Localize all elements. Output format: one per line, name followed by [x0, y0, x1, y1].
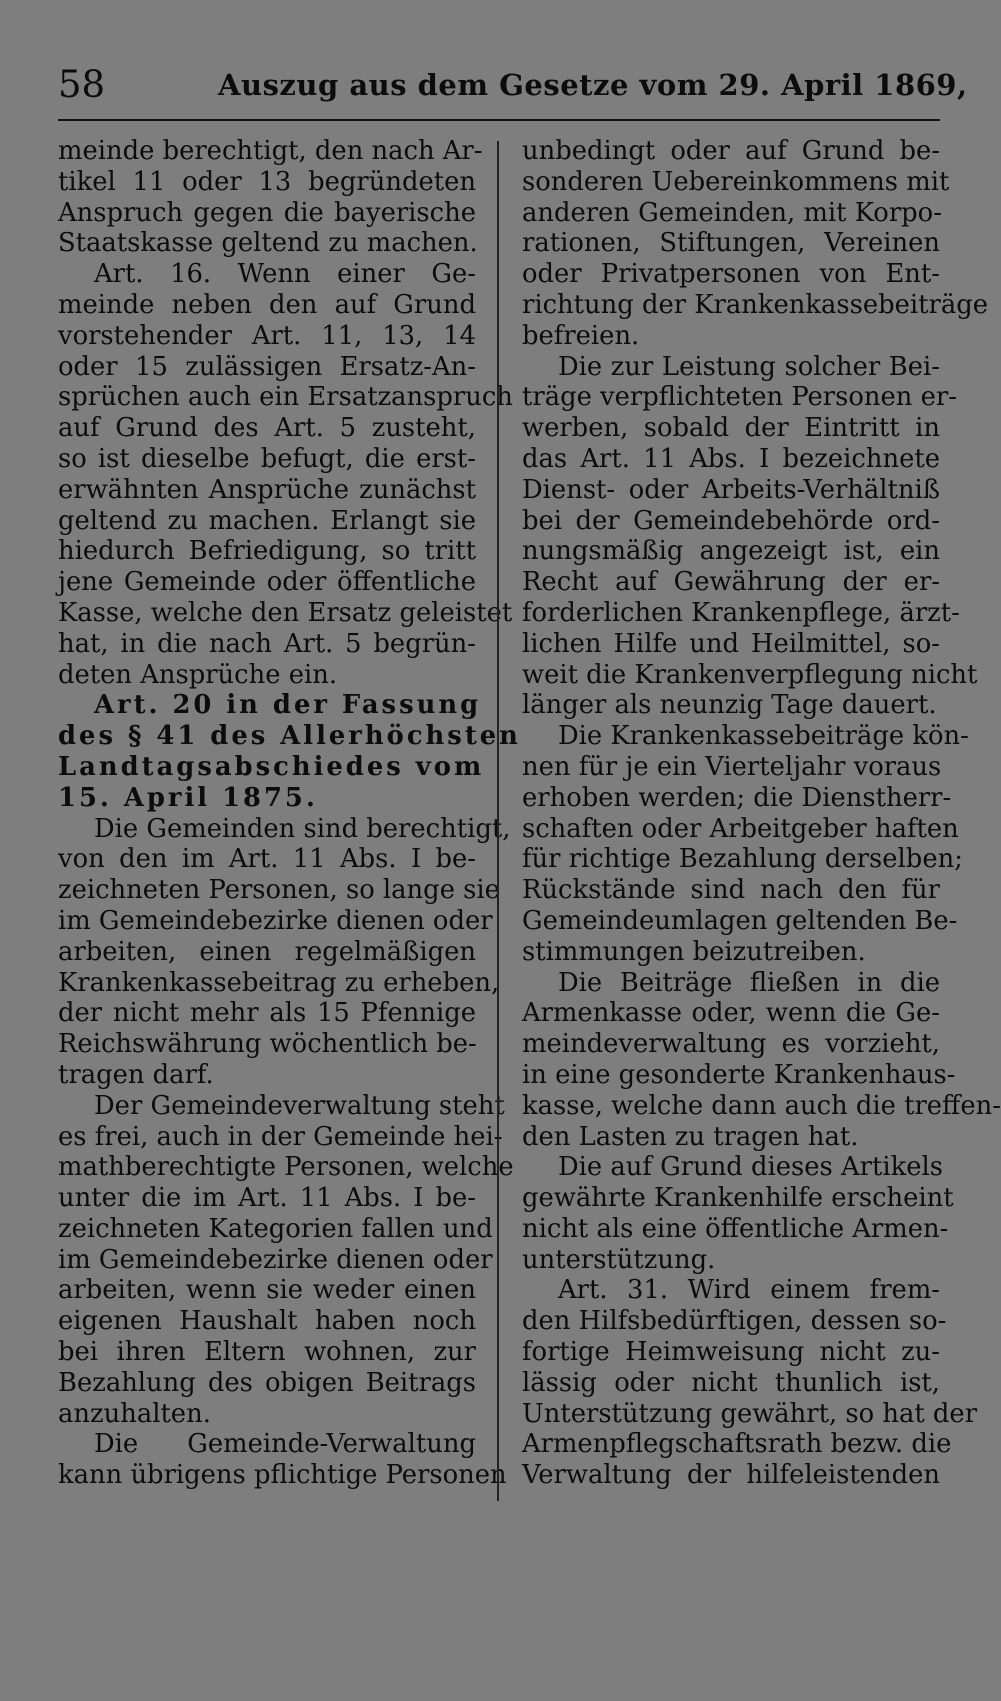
text-line: anderen Gemeinden, mit Korpo-	[522, 197, 942, 228]
text-line: bei der Gemeindebehörde ord-	[522, 505, 940, 536]
right-column	[522, 136, 1001, 1491]
text-line: rationen, Stiftungen, Vereinen	[522, 228, 940, 259]
text-line: des § 41 des Allerhöchsten	[58, 721, 521, 752]
text-line: Staatskasse geltend zu machen.	[58, 228, 478, 259]
text-line: 15. April 1875.	[58, 782, 318, 813]
text-line: träge verpflichteten Personen er-	[522, 382, 957, 413]
text-line: fortige Heimweisung nicht zu-	[522, 1337, 940, 1368]
text-line: schaften oder Arbeitgeber haften	[522, 813, 959, 844]
text-line: eigenen Haushalt haben noch	[58, 1306, 476, 1337]
text-line: es frei, auch in der Gemeinde hei-	[58, 1121, 503, 1152]
text-line: gewährte Krankenhilfe erscheint	[522, 1183, 954, 1214]
text-line: das Art. 11 Abs. I bezeichnete	[522, 443, 940, 474]
text-line: tikel 11 oder 13 begründeten	[58, 166, 476, 197]
text-line: mathberechtigte Personen, welche	[58, 1152, 514, 1183]
text-line: Gemeindeumlagen geltenden Be-	[522, 905, 958, 936]
text-line: nen für je ein Vierteljahr voraus	[522, 751, 942, 782]
text-line: meinde neben den auf Grund	[58, 289, 476, 320]
text-line: forderlichen Krankenpflege, ärzt-	[522, 597, 960, 628]
text-line: zeichneten Kategorien fallen und	[58, 1213, 493, 1244]
text-line: Art. 16. Wenn einer Ge-	[94, 259, 476, 290]
text-line: für richtige Bezahlung derselben;	[522, 844, 963, 875]
text-line: in eine gesonderte Krankenhaus-	[522, 1059, 956, 1090]
text-line: Recht auf Gewährung der er-	[522, 567, 940, 598]
text-line: meinde berechtigt, den nach Ar-	[58, 136, 483, 166]
text-line: tragen darf.	[58, 1059, 214, 1090]
text-line: Anspruch gegen die bayerische	[58, 197, 476, 228]
text-line: bei ihren Eltern wohnen, zur	[58, 1337, 476, 1368]
text-line: lichen Hilfe und Heilmittel, so-	[522, 628, 940, 659]
text-line: zeichneten Personen, so lange sie	[58, 875, 500, 906]
text-line: Armenpflegschaftsrath bezw. die	[522, 1429, 952, 1460]
text-line: werben, sobald der Eintritt in	[522, 413, 940, 444]
text-line: sprüchen auch ein Ersatzanspruch	[58, 382, 513, 413]
text-line: Die zur Leistung solcher Bei-	[558, 351, 940, 382]
text-line: geltend zu machen. Erlangt sie	[58, 505, 476, 536]
text-line: Der Gemeindeverwaltung steht	[94, 1090, 505, 1121]
text-line: Die auf Grund dieses Artikels	[558, 1152, 943, 1183]
text-line: meindeverwaltung es vorzieht,	[522, 1029, 940, 1060]
text-line: der nicht mehr als 15 Pfennige	[58, 998, 476, 1029]
text-line: den Hilfsbedürftigen, dessen so-	[522, 1306, 947, 1337]
text-line: Landtagsabschiedes vom	[58, 751, 485, 782]
header-rule	[58, 119, 940, 121]
text-line: Die Gemeinden sind berechtigt,	[94, 813, 511, 844]
text-line: Bezahlung des obigen Beitrags	[58, 1367, 476, 1398]
text-line: stimmungen beizutreiben.	[522, 936, 866, 967]
running-head: Auszug aus dem Gesetze vom 29. April 1869,	[218, 68, 968, 102]
text-line: Die Beiträge fließen in die	[558, 967, 940, 998]
text-line: im Gemeindebezirke dienen oder	[58, 1244, 493, 1275]
text-line: lässig oder nicht thunlich ist,	[522, 1367, 940, 1398]
text-line: unter die im Art. 11 Abs. I be-	[58, 1183, 476, 1214]
text-line: hat, in die nach Art. 5 begrün-	[58, 628, 476, 659]
page-header	[58, 62, 968, 108]
text-line: richtung der Krankenkassebeiträge	[522, 289, 989, 320]
text-line: deten Ansprüche ein.	[58, 659, 338, 690]
page-number: 58	[58, 63, 106, 106]
text-line: oder 15 zulässigen Ersatz-An-	[58, 351, 476, 382]
text-line: von den im Art. 11 Abs. I be-	[58, 844, 476, 875]
text-line: Kasse, welche den Ersatz geleistet	[58, 597, 513, 628]
text-line: länger als neunzig Tage dauert.	[522, 690, 937, 721]
text-line: hiedurch Befriedigung, so tritt	[58, 536, 476, 567]
text-line: Krankenkassebeitrag zu erheben,	[58, 967, 500, 998]
text-line: Art. 20 in der Fassung	[94, 690, 482, 721]
text-line: so ist dieselbe befugt, die erst-	[58, 443, 476, 474]
text-line: den Lasten zu tragen hat.	[522, 1121, 859, 1152]
text-line: kann übrigens pflichtige Personen	[58, 1460, 507, 1491]
text-line: vorstehender Art. 11, 13, 14	[58, 320, 476, 351]
text-line: im Gemeindebezirke dienen oder	[58, 905, 493, 936]
text-line: Rückstände sind nach den für	[522, 875, 940, 906]
text-line: weit die Krankenverpflegung nicht	[522, 659, 978, 690]
left-column	[58, 136, 521, 1491]
text-line: Verwaltung der hilfeleistenden	[522, 1460, 940, 1491]
text-line: Die Gemeinde-Verwaltung	[94, 1429, 476, 1460]
text-line: Die Krankenkassebeiträge kön-	[558, 721, 969, 752]
text-line: arbeiten, einen regelmäßigen	[58, 936, 476, 967]
text-line: unbedingt oder auf Grund be-	[522, 136, 940, 166]
text-line: jene Gemeinde oder öffentliche	[58, 567, 476, 598]
text-line: sonderen Uebereinkommens mit	[522, 166, 950, 197]
text-line: unterstützung.	[522, 1244, 716, 1275]
text-line: arbeiten, wenn sie weder einen	[58, 1275, 476, 1306]
text-line: befreien.	[522, 320, 640, 351]
text-line: erwähnten Ansprüche zunächst	[58, 474, 476, 505]
text-line: Art. 31. Wird einem frem-	[558, 1275, 940, 1306]
text-line: nicht als eine öffentliche Armen-	[522, 1213, 949, 1244]
text-line: anzuhalten.	[58, 1398, 211, 1429]
text-line: kasse, welche dann auch die treffen-	[522, 1090, 1001, 1121]
text-line: Dienst- oder Arbeits-Verhältniß	[522, 474, 940, 505]
text-line: oder Privatpersonen von Ent-	[522, 259, 940, 290]
text-line: nungsmäßig angezeigt ist, ein	[522, 536, 940, 567]
text-line: Unterstützung gewährt, so hat der	[522, 1398, 978, 1429]
text-line: Reichswährung wöchentlich be-	[58, 1029, 477, 1060]
text-line: auf Grund des Art. 5 zusteht,	[58, 413, 476, 444]
column-divider	[497, 141, 499, 1501]
text-line: Armenkasse oder, wenn die Ge-	[522, 998, 940, 1029]
text-line: erhoben werden; die Dienstherr-	[522, 782, 952, 813]
